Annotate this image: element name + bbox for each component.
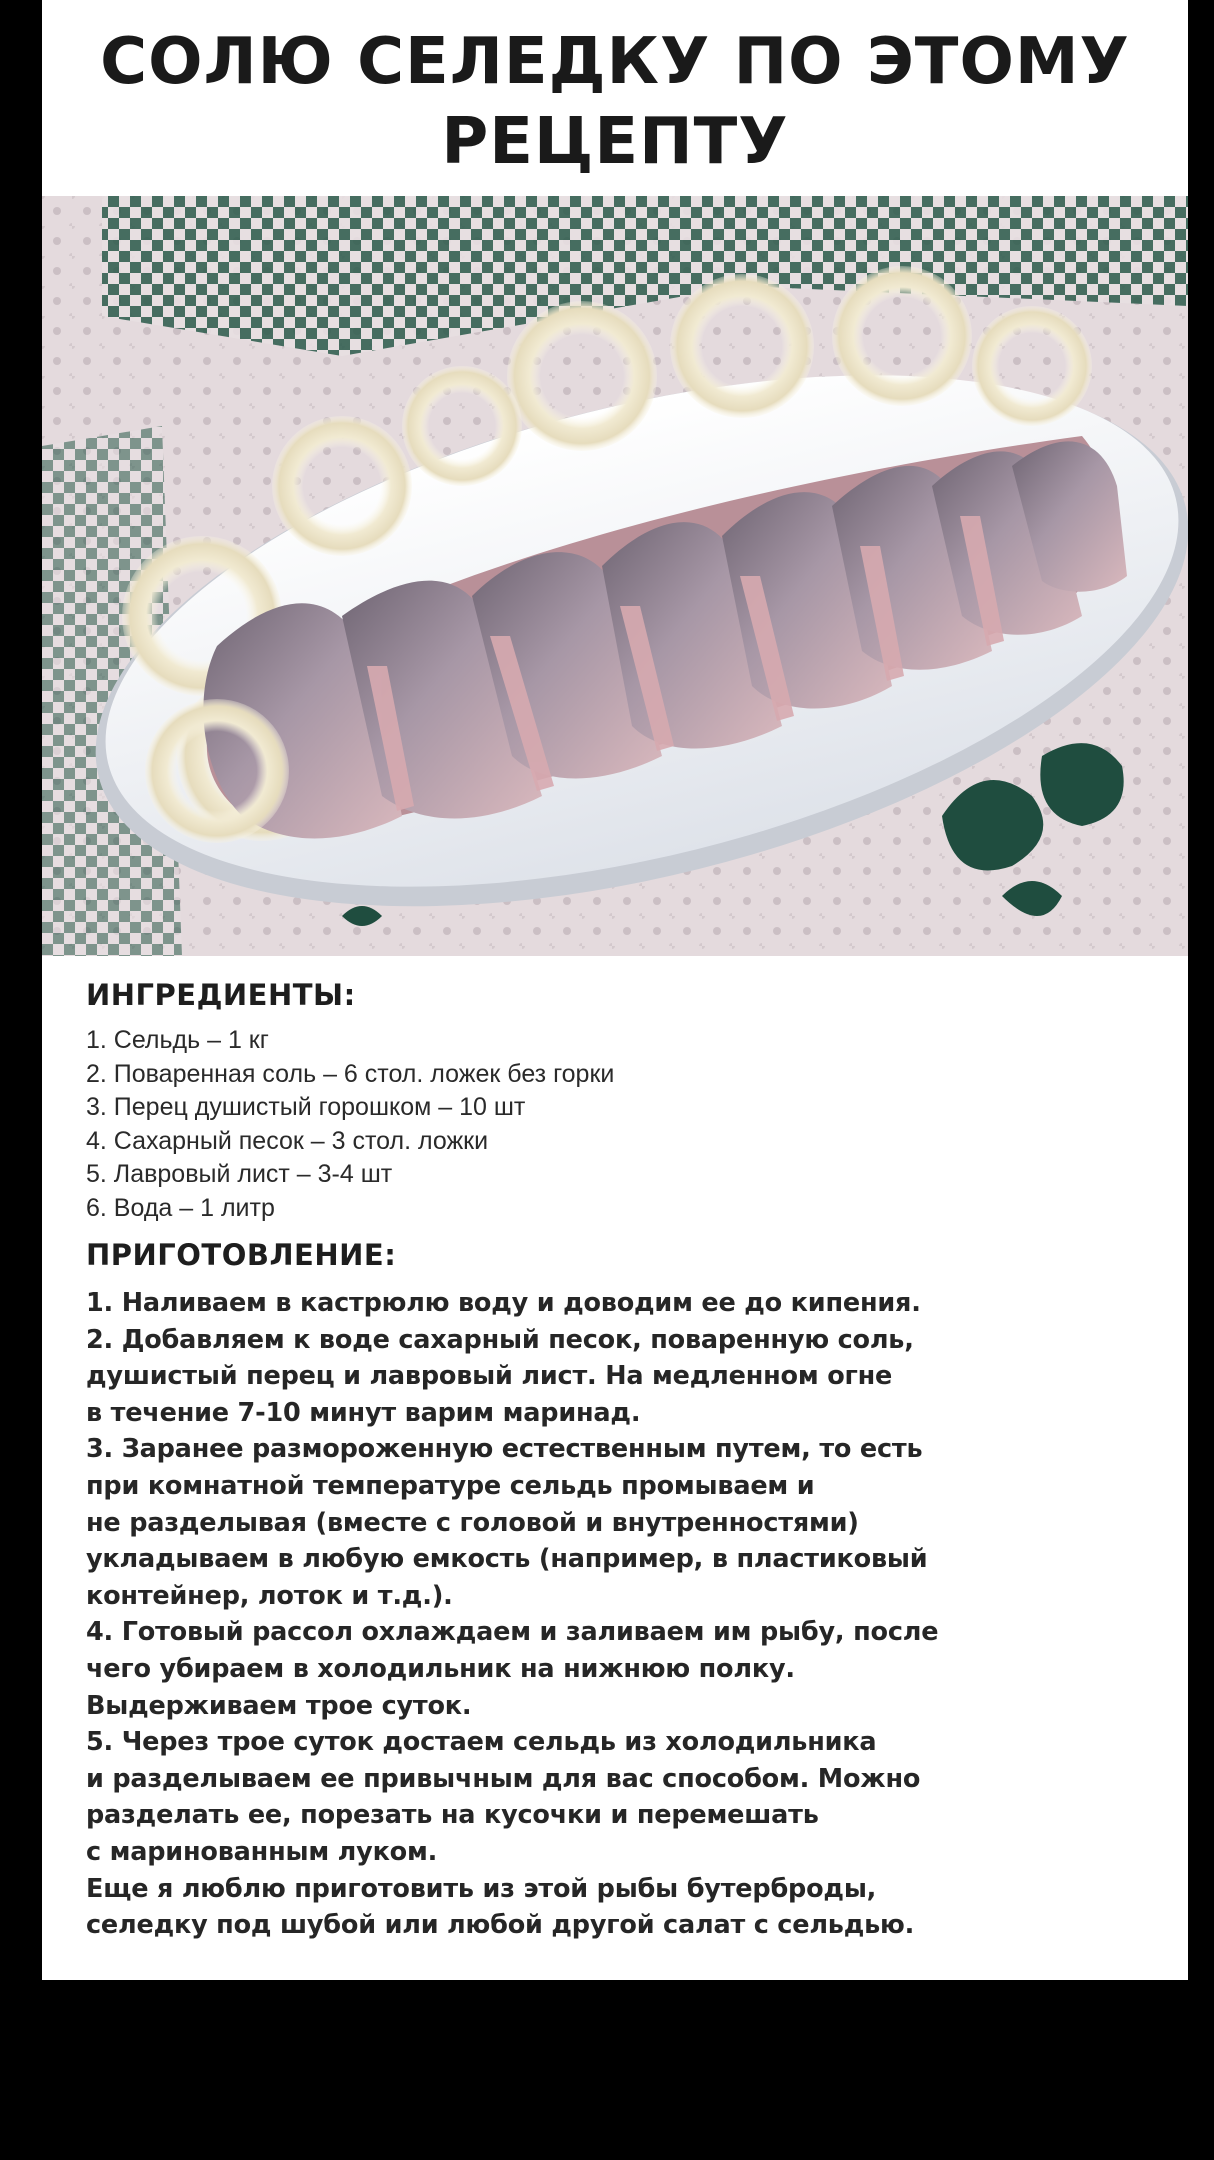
ingredient-item: 5. Лавровый лист – 3-4 шт: [86, 1160, 393, 1188]
method-line: и разделываем ее привычным для вас способом. Можно: [86, 1763, 921, 1794]
method-line: укладываем в любую емкость (например, в пластиковый: [86, 1544, 928, 1575]
title-line-2: РЕЦЕПТУ: [441, 105, 789, 179]
ingredient-item: 4. Сахарный песок – 3 стол. ложки: [86, 1126, 489, 1155]
ingredient-item: 1. Сельдь – 1 кг: [86, 1026, 269, 1054]
method-line: с маринованным луком.: [86, 1836, 438, 1867]
method-line: в течение 7-10 минут варим маринад.: [86, 1397, 641, 1428]
herring-dish-photo: [42, 196, 1188, 956]
ingredient-item: 2. Поваренная соль – 6 стол. ложек без горки: [86, 1059, 615, 1088]
ingredients-heading: ИНГРЕДИЕНТЫ:: [86, 978, 356, 1012]
method-heading: ПРИГОТОВЛЕНИЕ:: [86, 1238, 397, 1272]
recipe-card: [42, 0, 1188, 1980]
method-line: Выдерживаем трое суток.: [86, 1690, 472, 1721]
ingredient-item: 6. Вода – 1 литр: [86, 1193, 275, 1222]
method-text: [86, 1285, 1156, 1944]
method-line: душистый перец и лавровый лист. На медленном огне: [86, 1361, 893, 1392]
method-line: чего убираем в холодильник на нижнюю полку.: [86, 1653, 795, 1684]
method-line: 2. Добавляем к воде сахарный песок, поваренную соль,: [86, 1324, 914, 1355]
page-title: [42, 22, 1188, 182]
herring-dish-illustration: [42, 196, 1188, 956]
method-line: 3. Заранее размороженную естественным путем, то есть: [86, 1434, 923, 1465]
ingredient-item: 3. Перец душистый горошком – 10 шт: [86, 1093, 526, 1121]
method-line: при комнатной температуре сельдь промываем и: [86, 1470, 815, 1501]
method-line: селедку под шубой или любой другой салат с сельдью.: [86, 1910, 915, 1941]
method-line: разделать ее, порезать на кусочки и перемешать: [86, 1800, 819, 1831]
method-line: 5. Через трое суток достаем сельдь из холодильника: [86, 1727, 877, 1758]
title-line-1: СОЛЮ СЕЛЕДКУ ПО ЭТОМУ: [100, 25, 1130, 99]
method-line: Еще я люблю приготовить из этой рыбы бутерброды,: [86, 1873, 877, 1904]
method-line: 1. Наливаем в кастрюлю воду и доводим ее до кипения.: [86, 1288, 921, 1318]
method-line: не разделывая (вместе с головой и внутренностями): [86, 1507, 859, 1538]
method-line: 4. Готовый рассол охлаждаем и заливаем им рыбу, после: [86, 1617, 939, 1648]
method-line: контейнер, лоток и т.д.).: [86, 1580, 453, 1611]
ingredients-list: [86, 1024, 1146, 1225]
